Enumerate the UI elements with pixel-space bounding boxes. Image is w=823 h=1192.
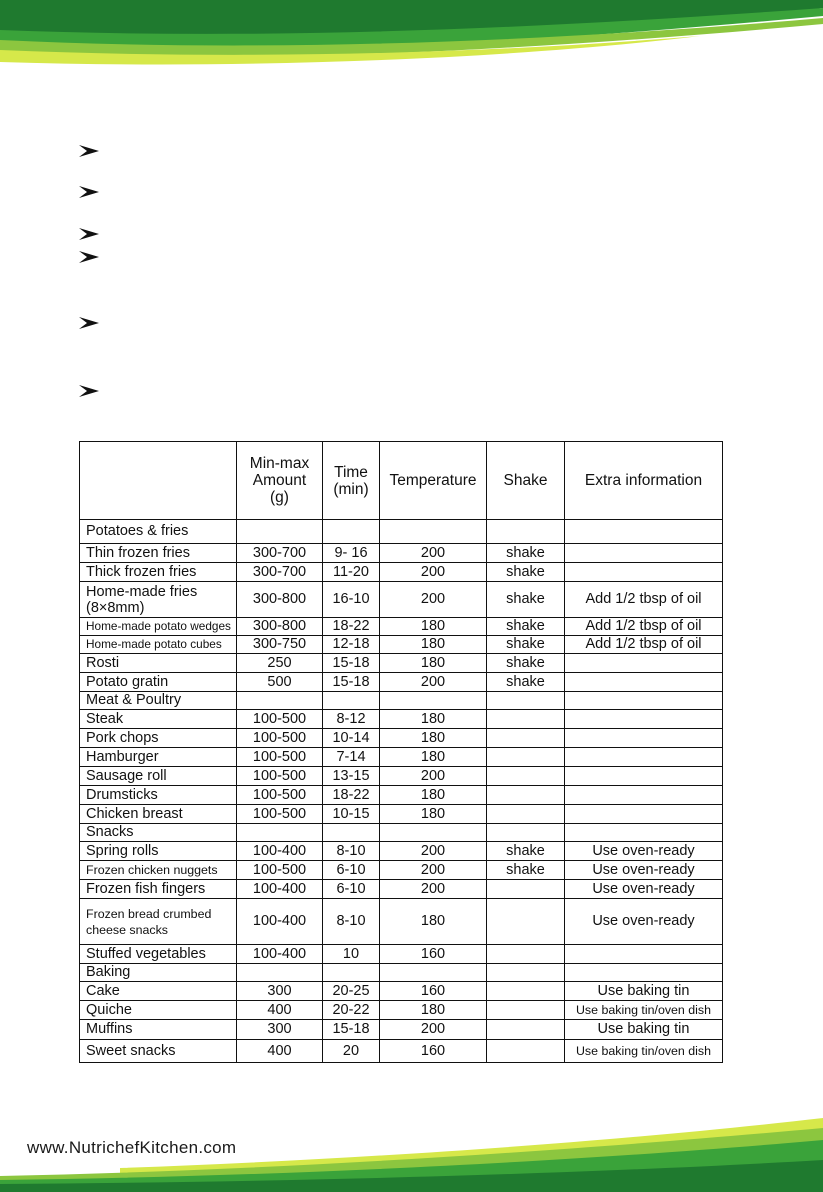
extra-cell — [565, 748, 723, 767]
shake-cell — [487, 710, 565, 729]
food-cell: Pork chops — [80, 729, 237, 748]
shake-cell — [487, 729, 565, 748]
shake-cell: shake — [487, 842, 565, 861]
time-cell — [323, 692, 380, 710]
shake-cell — [487, 824, 565, 842]
table-row — [80, 636, 723, 654]
shake-cell — [487, 899, 565, 945]
food-cell: Quiche — [80, 1001, 237, 1020]
extra-cell — [565, 520, 723, 544]
amount-cell: 100-500 — [237, 786, 323, 805]
header-extra: Extra information — [565, 442, 723, 520]
time-cell: 20-25 — [323, 982, 380, 1001]
shake-cell: shake — [487, 582, 565, 618]
food-cell: Potato gratin — [80, 673, 237, 692]
table-row — [80, 982, 723, 1001]
shake-cell: shake — [487, 544, 565, 563]
extra-cell: Use oven-ready — [565, 842, 723, 861]
food-cell: Frozen fish fingers — [80, 880, 237, 899]
table-section-row — [80, 824, 723, 842]
temp-cell: 180 — [380, 729, 487, 748]
food-cell: Steak — [80, 710, 237, 729]
extra-cell: Use baking tin — [565, 982, 723, 1001]
temp-cell: 160 — [380, 982, 487, 1001]
section-label: Meat & Poultry — [80, 692, 237, 710]
shake-cell — [487, 1001, 565, 1020]
extra-cell: Use baking tin/oven dish — [565, 1001, 723, 1020]
shake-cell — [487, 1040, 565, 1063]
table-row — [80, 945, 723, 964]
amount-cell: 300-800 — [237, 618, 323, 636]
food-cell: Muffins — [80, 1020, 237, 1040]
time-cell: 10 — [323, 945, 380, 964]
amount-cell: 100-400 — [237, 945, 323, 964]
time-cell: 12-18 — [323, 636, 380, 654]
temp-cell: 200 — [380, 673, 487, 692]
table-row — [80, 767, 723, 786]
time-cell: 10-15 — [323, 805, 380, 824]
shake-cell — [487, 880, 565, 899]
temp-cell: 200 — [380, 1020, 487, 1040]
food-cell: Rosti — [80, 654, 237, 673]
header-food — [80, 442, 237, 520]
temp-cell: 200 — [380, 563, 487, 582]
header-time-l1: Time — [334, 463, 368, 481]
shake-cell — [487, 982, 565, 1001]
extra-cell — [565, 729, 723, 748]
amount-cell: 100-500 — [237, 748, 323, 767]
table-row — [80, 1040, 723, 1063]
header-amount-l1: Min-max — [249, 455, 310, 472]
extra-cell: Add 1/2 tbsp of oil — [565, 618, 723, 636]
shake-cell — [487, 767, 565, 786]
table-row — [80, 544, 723, 563]
table-row — [80, 842, 723, 861]
table-section-row — [80, 964, 723, 982]
time-cell — [323, 824, 380, 842]
header-temperature: Temperature — [380, 442, 487, 520]
extra-cell — [565, 824, 723, 842]
amount-cell: 300-800 — [237, 582, 323, 618]
temp-cell: 200 — [380, 842, 487, 861]
time-cell: 13-15 — [323, 767, 380, 786]
temp-cell: 180 — [380, 654, 487, 673]
extra-cell — [565, 767, 723, 786]
temp-cell: 160 — [380, 945, 487, 964]
header-shake: Shake — [487, 442, 565, 520]
time-cell: 10-14 — [323, 729, 380, 748]
time-cell: 15-18 — [323, 1020, 380, 1040]
food-cell: Sweet snacks — [80, 1040, 237, 1063]
temp-cell: 180 — [380, 899, 487, 945]
temp-cell: 200 — [380, 861, 487, 880]
time-cell: 6-10 — [323, 880, 380, 899]
table-row — [80, 786, 723, 805]
shake-cell — [487, 692, 565, 710]
extra-cell: Use baking tin/oven dish — [565, 1040, 723, 1063]
time-cell: 18-22 — [323, 618, 380, 636]
time-cell: 7-14 — [323, 748, 380, 767]
food-cell: Home-made fries (8×8mm) — [80, 582, 237, 618]
amount-cell: 100-400 — [237, 899, 323, 945]
arrow-bullet-icon — [78, 250, 100, 264]
arrow-bullet-icon — [78, 144, 100, 158]
table-row — [80, 618, 723, 636]
extra-cell: Use oven-ready — [565, 899, 723, 945]
amount-cell: 100-400 — [237, 880, 323, 899]
table-header-row — [80, 442, 723, 520]
time-cell — [323, 964, 380, 982]
amount-cell: 100-500 — [237, 861, 323, 880]
food-cell: Stuffed vegetables — [80, 945, 237, 964]
table-row — [80, 673, 723, 692]
shake-cell — [487, 805, 565, 824]
temp-cell — [380, 824, 487, 842]
shake-cell: shake — [487, 654, 565, 673]
table-row — [80, 582, 723, 618]
amount-cell: 100-400 — [237, 842, 323, 861]
extra-cell — [565, 563, 723, 582]
extra-cell: Use oven-ready — [565, 861, 723, 880]
temp-cell: 180 — [380, 786, 487, 805]
food-cell: Sausage roll — [80, 767, 237, 786]
table-row — [80, 861, 723, 880]
table-section-row — [80, 692, 723, 710]
temp-cell: 200 — [380, 767, 487, 786]
table-row — [80, 729, 723, 748]
time-cell: 15-18 — [323, 673, 380, 692]
table-row — [80, 563, 723, 582]
arrow-bullet-icon — [78, 185, 100, 199]
temp-cell: 180 — [380, 710, 487, 729]
header-amount — [237, 442, 323, 520]
food-cell: Home-made potato cubes — [80, 636, 237, 654]
amount-cell: 100-500 — [237, 767, 323, 786]
section-label: Potatoes & fries — [80, 520, 237, 544]
footer-website-url: www.NutrichefKitchen.com — [27, 1138, 237, 1157]
table-row — [80, 710, 723, 729]
time-cell: 9- 16 — [323, 544, 380, 563]
temp-cell: 200 — [380, 880, 487, 899]
table-row — [80, 899, 723, 945]
amount-cell — [237, 824, 323, 842]
arrow-bullet-icon — [78, 227, 100, 241]
time-cell: 8-12 — [323, 710, 380, 729]
shake-cell — [487, 1020, 565, 1040]
food-cell: Drumsticks — [80, 786, 237, 805]
header-amount-l3: (g) — [270, 489, 289, 506]
temp-cell — [380, 964, 487, 982]
extra-cell — [565, 710, 723, 729]
amount-cell — [237, 964, 323, 982]
shake-cell — [487, 945, 565, 964]
shake-cell — [487, 964, 565, 982]
section-label: Baking — [80, 964, 237, 982]
temp-cell: 180 — [380, 748, 487, 767]
header-time-l2: (min) — [333, 480, 369, 498]
time-cell: 8-10 — [323, 842, 380, 861]
food-cell: Cake — [80, 982, 237, 1001]
shake-cell: shake — [487, 618, 565, 636]
extra-cell: Use oven-ready — [565, 880, 723, 899]
table-row — [80, 805, 723, 824]
top-green-swoosh — [0, 0, 823, 72]
table-section-row — [80, 520, 723, 544]
table-row — [80, 748, 723, 767]
food-cell: Hamburger — [80, 748, 237, 767]
time-cell: 8-10 — [323, 899, 380, 945]
food-cell: Home-made potato wedges — [80, 618, 237, 636]
amount-cell: 300 — [237, 982, 323, 1001]
amount-cell: 300 — [237, 1020, 323, 1040]
amount-cell: 250 — [237, 654, 323, 673]
amount-cell: 300-750 — [237, 636, 323, 654]
shake-cell: shake — [487, 636, 565, 654]
header-time — [323, 442, 380, 520]
temp-cell: 180 — [380, 636, 487, 654]
table-row — [80, 1001, 723, 1020]
amount-cell: 300-700 — [237, 544, 323, 563]
shake-cell: shake — [487, 861, 565, 880]
shake-cell — [487, 786, 565, 805]
food-cell: Thick frozen fries — [80, 563, 237, 582]
food-cell: Frozen bread crumbed cheese snacks — [80, 899, 237, 945]
temp-cell: 180 — [380, 618, 487, 636]
temp-cell: 180 — [380, 805, 487, 824]
amount-cell: 400 — [237, 1001, 323, 1020]
extra-cell — [565, 692, 723, 710]
extra-cell — [565, 945, 723, 964]
amount-cell: 100-500 — [237, 805, 323, 824]
extra-cell — [565, 786, 723, 805]
section-label: Snacks — [80, 824, 237, 842]
cooking-chart-table — [79, 441, 723, 1063]
amount-cell: 100-500 — [237, 710, 323, 729]
amount-cell — [237, 692, 323, 710]
amount-cell: 100-500 — [237, 729, 323, 748]
time-cell: 18-22 — [323, 786, 380, 805]
time-cell: 15-18 — [323, 654, 380, 673]
table-row — [80, 654, 723, 673]
extra-cell — [565, 805, 723, 824]
time-cell: 20 — [323, 1040, 380, 1063]
table-row — [80, 880, 723, 899]
shake-cell — [487, 748, 565, 767]
extra-cell — [565, 964, 723, 982]
amount-cell: 300-700 — [237, 563, 323, 582]
extra-cell — [565, 654, 723, 673]
header-amount-l2: Amount — [252, 472, 307, 489]
shake-cell — [487, 520, 565, 544]
temp-cell: 200 — [380, 544, 487, 563]
temp-cell — [380, 692, 487, 710]
extra-cell — [565, 673, 723, 692]
temp-cell: 180 — [380, 1001, 487, 1020]
table-row — [80, 1020, 723, 1040]
arrow-bullet-icon — [78, 316, 100, 330]
amount-cell — [237, 520, 323, 544]
extra-cell: Use baking tin — [565, 1020, 723, 1040]
amount-cell: 500 — [237, 673, 323, 692]
extra-cell: Add 1/2 tbsp of oil — [565, 636, 723, 654]
temp-cell — [380, 520, 487, 544]
amount-cell: 400 — [237, 1040, 323, 1063]
time-cell: 11-20 — [323, 563, 380, 582]
shake-cell: shake — [487, 563, 565, 582]
food-cell: Thin frozen fries — [80, 544, 237, 563]
food-cell: Spring rolls — [80, 842, 237, 861]
time-cell: 20-22 — [323, 1001, 380, 1020]
temp-cell: 160 — [380, 1040, 487, 1063]
time-cell — [323, 520, 380, 544]
time-cell: 6-10 — [323, 861, 380, 880]
temp-cell: 200 — [380, 582, 487, 618]
extra-cell — [565, 544, 723, 563]
arrow-bullet-icon — [78, 384, 100, 398]
shake-cell: shake — [487, 673, 565, 692]
time-cell: 16-10 — [323, 582, 380, 618]
extra-cell: Add 1/2 tbsp of oil — [565, 582, 723, 618]
food-cell: Chicken breast — [80, 805, 237, 824]
food-cell: Frozen chicken nuggets — [80, 861, 237, 880]
